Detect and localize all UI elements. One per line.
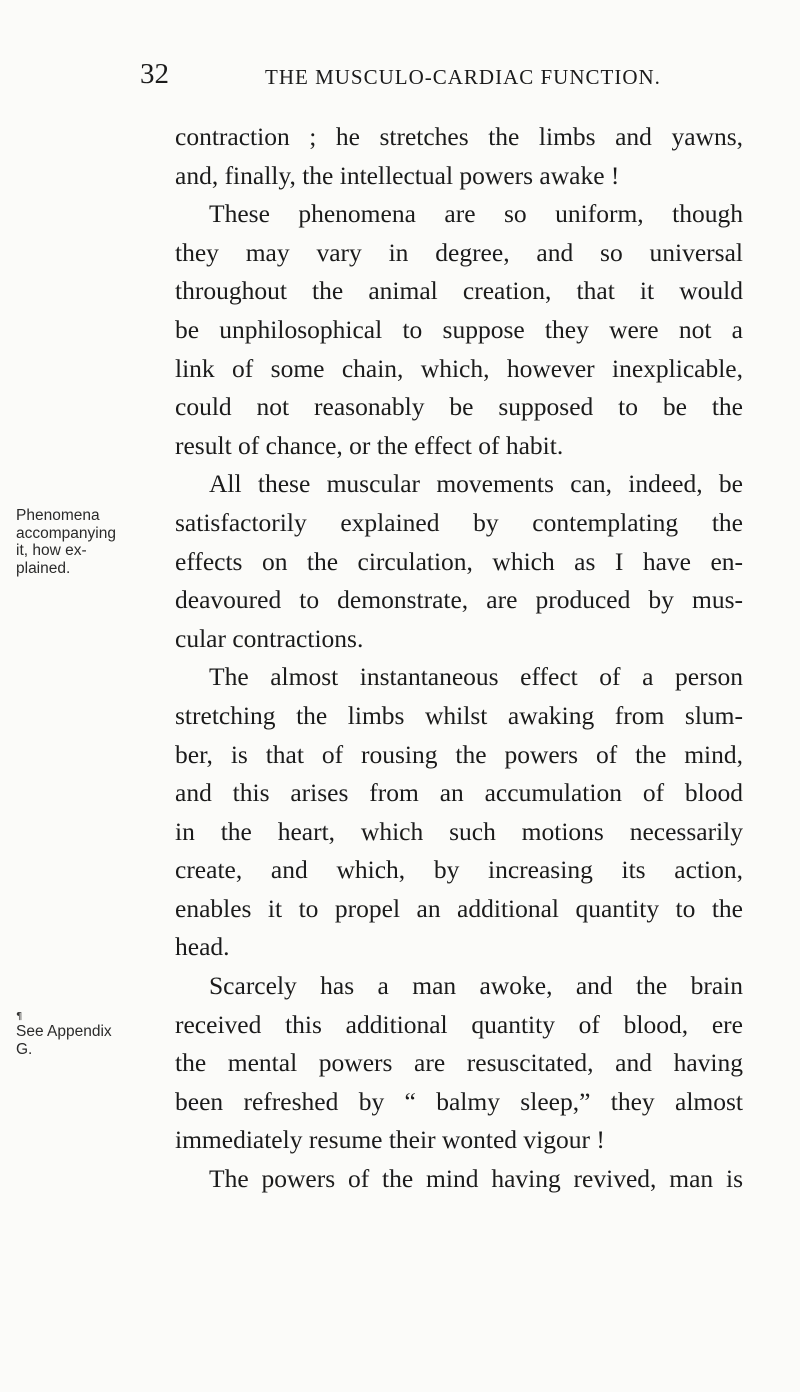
sidenote-line: G. — [16, 1040, 33, 1058]
text-line: head. — [175, 932, 230, 962]
text-line: These phenomena are so uniform, though — [209, 199, 743, 229]
text-line: be unphilosophical to suppose they were not a — [175, 314, 743, 344]
text-line: satisfactorily explained by contemplating the — [175, 507, 743, 537]
sidenote-line: accompanying — [16, 524, 116, 542]
text-line: The almost instantaneous effect of a person — [209, 662, 743, 692]
text-line: create, and which, by increasing its action, — [175, 855, 743, 885]
sidenote-line: it, how ex- — [16, 542, 87, 559]
text-line: link of some chain, which, however inexplicable, — [175, 353, 743, 383]
text-line: in the heart, which such motions necessarily — [175, 816, 743, 846]
text-line: and, finally, the intellectual powers awake ! — [175, 160, 620, 190]
sidenote-line: Phenomena — [16, 507, 100, 524]
text-line: could not reasonably be supposed to be the — [175, 392, 743, 422]
margin-mark: ¶ — [16, 1011, 23, 1022]
sidenote-appendix — [16, 1023, 161, 1058]
text-line: ber, is that of rousing the powers of the mind, — [175, 739, 743, 769]
text-line: Scarcely has a man awoke, and the brain — [209, 971, 743, 1001]
sidenote-phenomena — [16, 507, 161, 577]
running-head: THE MUSCULO-CARDIAC FUNCTION. — [265, 65, 661, 89]
text-line: effects on the circulation, which as I have en- — [175, 546, 743, 576]
text-line: result of chance, or the effect of habit. — [175, 430, 564, 460]
text-line: enables it to propel an additional quantity to the — [175, 893, 743, 923]
body-text — [175, 118, 743, 1199]
text-line: and this arises from an accumulation of blood — [175, 778, 743, 808]
page-number: 32 — [140, 58, 169, 90]
sidenote-line: See Appendix — [16, 1023, 112, 1040]
text-line: stretching the limbs whilst awaking from slum- — [175, 700, 743, 730]
text-line: cular contractions. — [175, 623, 364, 653]
text-line: the mental powers are resuscitated, and having — [175, 1048, 743, 1078]
text-line: The powers of the mind having revived, man is — [209, 1164, 743, 1194]
text-line: received this additional quantity of blood, ere — [175, 1009, 743, 1039]
text-line: been refreshed by “ balmy sleep,” they almost — [175, 1086, 743, 1116]
text-line: immediately resume their wonted vigour ! — [175, 1125, 605, 1155]
page-header — [140, 54, 760, 94]
sidenote-line: plained. — [16, 559, 71, 577]
text-line: All these muscular movements can, indeed, be — [209, 469, 743, 499]
text-line: throughout the animal creation, that it would — [175, 276, 743, 306]
text-line: deavoured to demonstrate, are produced by mus- — [175, 585, 743, 615]
text-line: contraction ; he stretches the limbs and yawns, — [175, 122, 743, 151]
text-line: they may vary in degree, and so universal — [175, 237, 743, 267]
